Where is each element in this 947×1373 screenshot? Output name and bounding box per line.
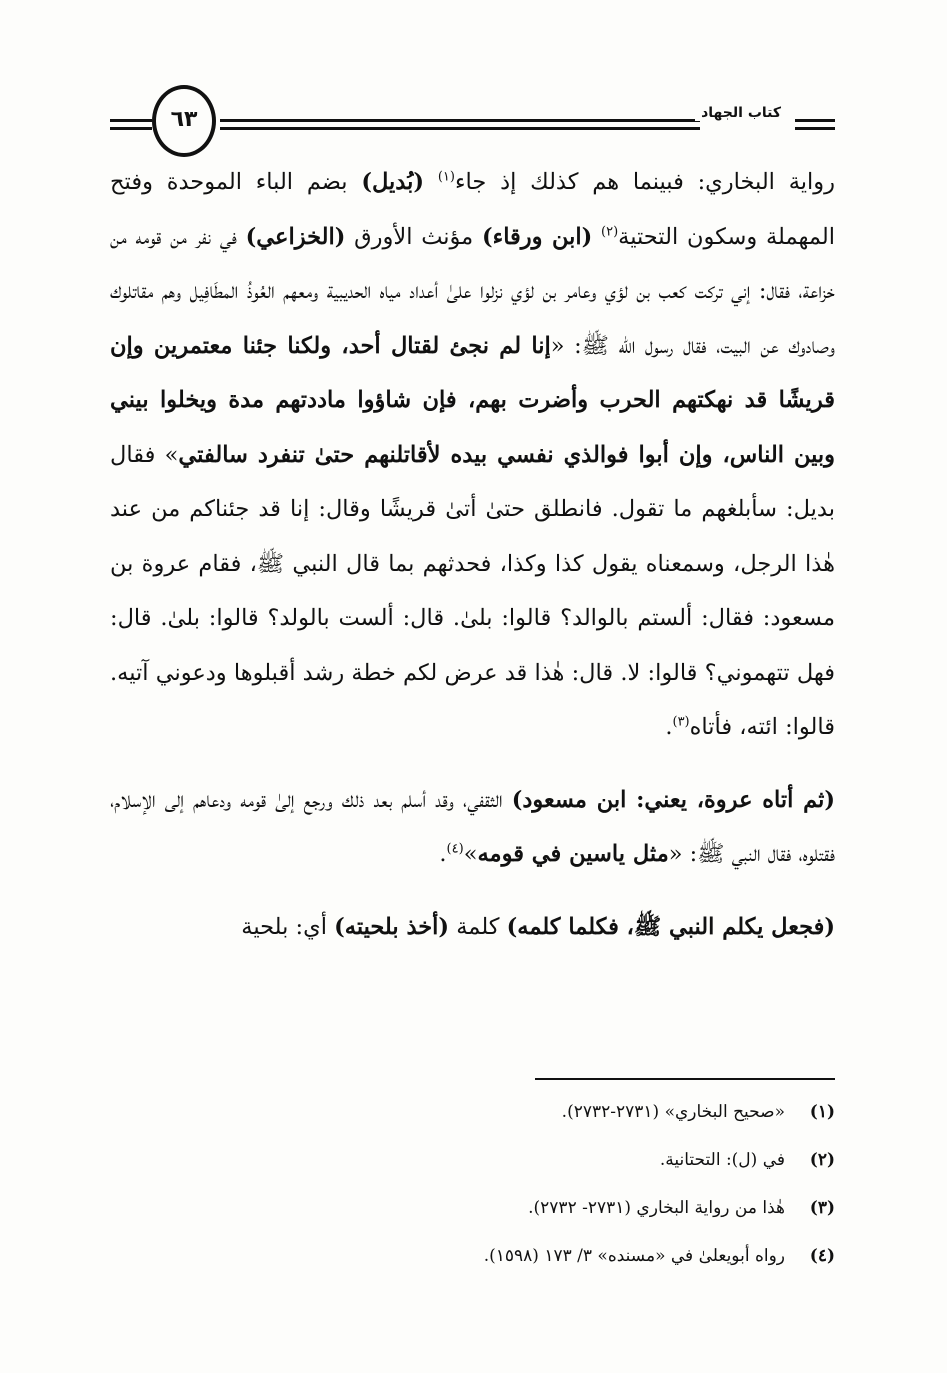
bold-quote: (الخزاعي) [245,223,346,250]
footnote-number: (١) [809,1102,835,1122]
page-header [110,85,835,165]
header-rule [220,127,700,130]
footnotes [110,1088,835,1280]
chapter-title: كتاب الجهاد [695,105,787,121]
footnote-number: (٢) [809,1150,835,1170]
bold-quote: (ابن ورقاء) [481,223,593,250]
footnote-number: (٣) [809,1198,835,1218]
footnote-ref: (٢) [601,224,619,239]
footnote-text: هٰذا من رواية البخاري (٢٧٣١- ٢٧٣٢). [528,1198,785,1218]
page [110,70,835,1300]
footnote-number: (٤) [809,1246,835,1266]
bold-quote: (أخذ بلحيته) [334,913,450,940]
footnote-ref: (١) [437,169,455,185]
text-run: » فقال بديل: سأبلغهم ما تقول. فانطلق حتىٰ أتىٰ قريشًا وقال: إنا قد جئناكم من عند هٰذا الرجل، وسمعناه يقول كذا وكذا، فحدثهم بما قال النبي ﷺ، فقام عروة بن مسعود: فقال: ألستم بالوالد؟ قالوا: بلىٰ. قال: ألست بالولد؟ قالوا: بلىٰ. قال: فهل تتهموني؟ قالوا: لا. قال: هٰذا قد عرض لكم خطة رشد أقبلوها ودعوني آتيه. قالوا: ائته، فأتاه [110,441,835,740]
page-number: ٦٣ [152,85,216,157]
header-rule [110,127,152,130]
footnote [110,1136,835,1184]
footnote [110,1232,835,1280]
footnote [110,1184,835,1232]
paragraph [110,773,835,882]
main-text [110,155,835,954]
footnote-text: في (ل): التحتانية. [659,1150,785,1170]
text-run: » [463,841,478,867]
text-run [424,169,438,195]
bold-quote: (بُديل) [361,169,425,195]
text-run: . [439,841,447,867]
bold-quote: مثل ياسين في قومه [477,841,669,867]
text-run: الثقفي، وقد أسلم بعد ذلك ورجع إلىٰ قومه ودعاهم إلى الإسلام، فقتلوه، فقال النبي ﷺ: « [110,786,835,867]
text-run: في نفر من قومه من خزاعة، فقال: إني تركت كعب بن لؤي وعامر بن لؤي نزلوا علىٰ أعداد مياه الحديبية ومعهم العُوذُ المطَافِيل وهم مقاتلوك وصادوك عن البيت، فقال رسول الله ﷺ: « [110,223,835,359]
text-run: رواية البخاري: فبينما هم كذلك إذ جاء [454,169,836,195]
header-rule [795,119,835,122]
footnote-ref: (٣) [672,714,690,730]
text-run [592,224,601,250]
text-run: بضم الباء الموحدة وفتح المهملة وسكون التحتية [110,169,835,250]
footnote [110,1088,835,1136]
paragraph [110,900,835,955]
footnote-text: «صحيح البخاري» (٢٧٣١-٢٧٣٢). [561,1102,785,1122]
text-run: كلمة [449,913,507,940]
text-run: مؤنث الأورق [345,223,482,250]
header-rule [795,127,835,130]
footnote-ref: (٤) [446,841,464,857]
footnote-text: رواه أبويعلىٰ في «مسنده» ٣/ ١٧٣ (١٥٩٨). [483,1246,785,1266]
text-run: أي: بلحية [241,913,335,940]
text-run: . [665,714,673,740]
bold-quote: (فجعل يكلم النبي ﷺ، فكلما كلمه) [506,913,835,940]
footnote-divider [535,1078,835,1080]
paragraph [110,155,835,755]
header-rule [220,119,700,122]
bold-quote: إنا لم نجئ لقتال أحد، ولكنا جئنا معتمرين وإن قريشًا قد نهكتهم الحرب وأضرت بهم، فإن شاؤوا ماددتهم مدة ويخلوا بيني وبين الناس، وإن أبوا فوالذي نفسي بيده لأقاتلنهم حتىٰ تنفرد سالفتي [110,332,835,468]
bold-quote: (ثم أتاه عروة، يعني: ابن مسعود) [511,786,835,813]
header-rule [110,119,152,122]
